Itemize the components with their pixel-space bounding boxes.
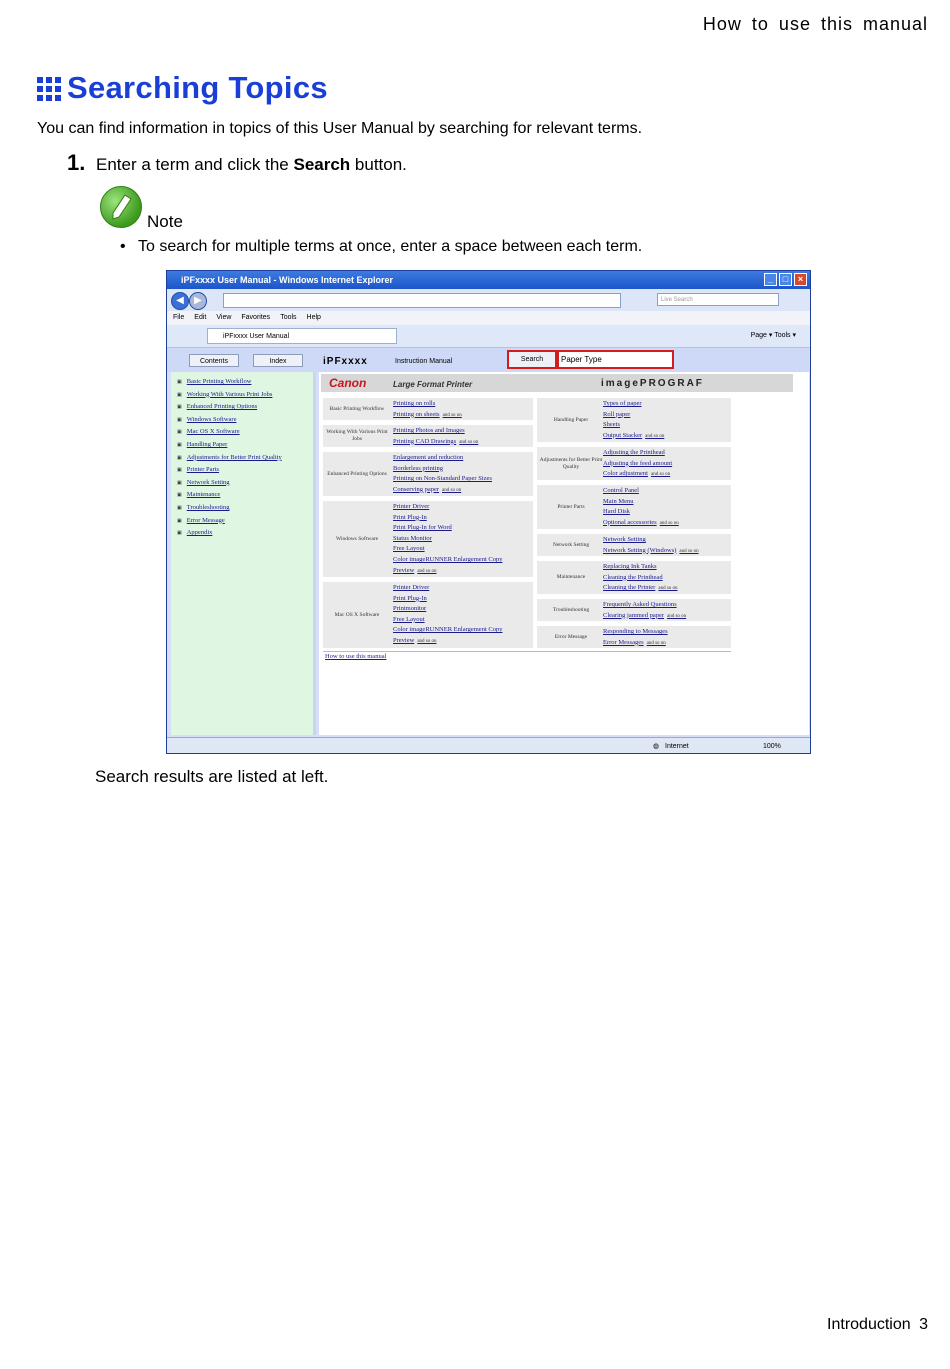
category-block xyxy=(537,626,731,648)
topic-link[interactable]: Responding to Messages xyxy=(603,628,668,635)
topic-link[interactable] xyxy=(393,637,502,648)
zoom-level[interactable]: 100% xyxy=(763,743,781,750)
topic-link[interactable] xyxy=(603,639,668,650)
section-heading xyxy=(37,70,328,106)
topic-link[interactable] xyxy=(603,584,678,595)
topic-link[interactable] xyxy=(393,567,502,578)
how-to-link[interactable]: How to use this manual xyxy=(325,653,387,660)
menu-edit[interactable]: Edit xyxy=(194,314,207,321)
sidebar-item[interactable]: ▣ Adjustments for Better Print Quality xyxy=(171,454,313,467)
category-label: Handling Paper xyxy=(553,416,589,423)
topic-link[interactable] xyxy=(393,486,492,497)
topic-link[interactable]: Printmonitor xyxy=(393,605,427,613)
topic-link[interactable]: Hard Disk xyxy=(603,508,630,516)
category-block xyxy=(323,398,533,420)
and-so-on: and so on xyxy=(658,586,678,592)
topic-link[interactable]: Printing on Non-Standard Paper Sizes xyxy=(393,475,492,483)
topic-link[interactable]: Adjusting the feed amount xyxy=(603,459,673,467)
sidebar-item[interactable]: ▣ Error Message xyxy=(171,517,313,530)
and-so-on: and so on xyxy=(442,487,462,493)
sidebar-item[interactable]: ▣ Enhanced Printing Options xyxy=(171,403,313,416)
category-block xyxy=(537,561,731,594)
topic-link[interactable] xyxy=(603,470,672,481)
and-so-on: and so on xyxy=(659,520,679,526)
menu-file[interactable]: File xyxy=(173,314,185,321)
category-label: Enhanced Printing Options xyxy=(327,470,387,477)
and-so-on: and so on xyxy=(650,472,671,478)
and-so-on: and so on xyxy=(667,613,687,619)
step-number: 1. xyxy=(67,150,86,175)
topic-link-text[interactable]: Cleaning the Printer xyxy=(603,584,656,592)
topic-link[interactable]: Printing Photos and Images xyxy=(393,427,465,434)
category-block xyxy=(537,447,731,480)
topic-link-text[interactable]: Error Messages xyxy=(603,638,644,646)
category-block xyxy=(323,452,533,496)
minimize-icon[interactable]: _ xyxy=(764,273,777,286)
results-text: Search results are listed at left. xyxy=(95,767,329,786)
and-so-on: and so on xyxy=(442,412,462,418)
address-input[interactable] xyxy=(223,293,621,308)
topic-link[interactable]: Types of paper xyxy=(603,400,642,407)
section-grid-icon xyxy=(37,77,61,101)
topic-link-text[interactable]: Printing on sheets xyxy=(393,410,440,418)
footer-section: Introduction xyxy=(827,1316,911,1333)
topic-link[interactable]: Roll paper xyxy=(603,410,631,418)
topic-link[interactable]: Adjusting the Printhead xyxy=(603,449,665,456)
menu-favorites[interactable]: Favorites xyxy=(241,314,271,321)
back-icon[interactable]: ◀ xyxy=(171,292,189,310)
step-text xyxy=(96,155,407,175)
manual-label: Instruction Manual xyxy=(395,358,453,365)
index-button[interactable]: Index xyxy=(253,354,303,367)
topic-link[interactable]: Network Setting xyxy=(603,536,646,543)
category-label: Printer Parts xyxy=(557,503,585,510)
topic-link[interactable]: Control Panel xyxy=(603,487,639,494)
sidebar-item[interactable]: ▣ Basic Printing Workflow xyxy=(171,378,313,391)
note-bullet: To search for multiple terms at once, enter a space between each term. xyxy=(138,238,643,255)
category-label: Windows Software xyxy=(335,535,379,542)
brand-bar xyxy=(321,374,793,392)
and-so-on: and so on xyxy=(459,439,479,445)
search-button[interactable]: Search xyxy=(507,350,557,369)
window-title: iPFxxxx User Manual - Windows Internet Explorer xyxy=(181,275,393,285)
menu-view[interactable]: View xyxy=(216,314,232,321)
topic-link-text[interactable]: Clearing jammed paper xyxy=(603,611,665,619)
running-header: How to use this manual xyxy=(702,14,928,34)
note-label: Note xyxy=(147,212,183,231)
category-label: Working With Various Print Jobs xyxy=(326,429,388,442)
category-label: Maintenance xyxy=(556,574,586,580)
divider xyxy=(323,651,731,652)
and-so-on: and so on xyxy=(679,548,699,554)
topic-link[interactable]: Print Plug-In for Word xyxy=(393,524,452,532)
page-title: Searching Topics xyxy=(67,70,328,105)
imageprograf-logo: imagePROGRAF xyxy=(601,378,704,389)
topic-link[interactable] xyxy=(393,411,462,422)
sidebar-item[interactable]: ▣ Appendix xyxy=(171,529,313,542)
sidebar-item[interactable]: ▣ Working With Various Print Jobs xyxy=(171,391,313,404)
category-label: Basic Printing Workflow xyxy=(329,405,385,412)
topic-link[interactable]: Print Plug-In xyxy=(393,594,427,602)
topic-link-text[interactable]: Conserving paper xyxy=(393,485,440,493)
topic-link[interactable] xyxy=(603,612,686,623)
tab-tools[interactable]: Page ▾ Tools ▾ xyxy=(750,332,796,339)
intro-text: You can find information in topics of this User Manual by searching for relevant terms. xyxy=(37,120,643,137)
sidebar-item[interactable]: ▣ Handling Paper xyxy=(171,441,313,454)
browser-tab[interactable]: iPFxxxx User Manual xyxy=(207,328,397,344)
window-titlebar xyxy=(167,271,810,289)
sidebar-item[interactable]: ▣ Printer Parts xyxy=(171,466,313,479)
and-so-on: and so on xyxy=(417,638,437,644)
topic-link-text[interactable]: Color adjustment xyxy=(603,470,648,478)
topic-link[interactable]: Frequently Asked Questions xyxy=(603,601,677,608)
category-block xyxy=(323,425,533,447)
topic-link[interactable]: Borderless printing xyxy=(393,464,444,472)
and-so-on: and so on xyxy=(646,640,666,646)
maximize-icon[interactable]: □ xyxy=(779,273,792,286)
topic-link[interactable]: Free Layout xyxy=(393,615,425,623)
brand-subtitle: Large Format Printer xyxy=(393,380,473,389)
category-block xyxy=(537,599,731,621)
topic-link[interactable]: Main Menu xyxy=(603,497,634,505)
status-zone: Internet xyxy=(665,743,689,750)
manual-toolbar xyxy=(167,348,810,372)
topic-link[interactable]: Printing on rolls xyxy=(393,400,436,407)
tab-bar xyxy=(167,325,810,348)
step-text-before: Enter a term and click the xyxy=(96,155,294,174)
topic-link[interactable] xyxy=(393,438,478,449)
browser-screenshot xyxy=(166,270,811,754)
topic-link[interactable]: Replacing Ink Tanks xyxy=(603,563,657,570)
category-block xyxy=(537,534,731,556)
sidebar-item[interactable]: ▣ Maintenance xyxy=(171,491,313,504)
topic-link-text[interactable]: Preview xyxy=(393,566,415,574)
menu-help[interactable]: Help xyxy=(306,314,321,321)
topic-link-text[interactable]: Preview xyxy=(393,636,415,644)
category-label: Troubleshooting xyxy=(552,606,590,613)
category-block xyxy=(537,398,731,442)
sidebar-item[interactable]: ▣ Network Setting xyxy=(171,479,313,492)
topic-link-text[interactable]: Printing CAD Drawings xyxy=(393,437,457,445)
category-block xyxy=(323,582,533,648)
step-text-bold: Search xyxy=(293,155,351,174)
step-text-after: button. xyxy=(350,155,407,174)
topic-link[interactable]: Status Monitor xyxy=(393,534,432,542)
topic-link[interactable]: Sheets xyxy=(603,421,620,429)
category-label: Adjustments for Better Print Quality xyxy=(539,456,603,470)
status-bar xyxy=(167,737,810,754)
menu-tools[interactable]: Tools xyxy=(280,314,297,321)
category-label: Error Message xyxy=(554,633,588,640)
page-number: 3 xyxy=(919,1316,928,1333)
category-label: Network Setting xyxy=(552,541,590,548)
globe-icon: ◍ xyxy=(653,743,660,750)
category-block xyxy=(537,485,731,529)
category-label: Mac OS X Software xyxy=(334,611,380,618)
forward-icon[interactable]: ▶ xyxy=(189,292,207,310)
page-footer xyxy=(827,1316,928,1334)
topic-link[interactable]: Print Plug-In xyxy=(393,513,427,521)
topic-link[interactable]: Printer Driver xyxy=(393,503,430,510)
address-bar-row xyxy=(167,289,810,311)
category-block xyxy=(323,501,533,577)
and-so-on: and so on xyxy=(645,433,665,439)
search-input[interactable]: Paper Type xyxy=(557,350,674,369)
topic-link[interactable] xyxy=(603,547,699,558)
product-name: iPFxxxx xyxy=(323,356,368,367)
live-search-input[interactable]: Live Search xyxy=(657,293,779,306)
toc-sidebar xyxy=(171,372,316,735)
bullet-dot: • xyxy=(120,238,126,255)
topic-link-text[interactable]: Output Stacker xyxy=(603,431,643,439)
topic-link[interactable]: Free Layout xyxy=(393,545,425,553)
contents-button[interactable]: Contents xyxy=(189,354,239,367)
note-pencil-icon xyxy=(100,186,142,228)
topic-link-text[interactable]: Network Setting (Windows) xyxy=(603,546,677,554)
topic-link[interactable]: Color imageRUNNER Enlargement Copy xyxy=(393,555,503,563)
canon-logo: Canon xyxy=(329,376,367,390)
and-so-on: and so on xyxy=(417,568,437,574)
topic-link-text[interactable]: Optional accessories xyxy=(603,518,657,526)
sidebar-item[interactable]: ▣ Troubleshooting xyxy=(171,504,313,517)
topic-link[interactable]: Color imageRUNNER Enlargement Copy xyxy=(393,626,503,634)
sidebar-item[interactable]: ▣ Windows Software xyxy=(171,416,313,429)
close-icon[interactable]: × xyxy=(794,273,807,286)
topic-link[interactable]: Enlargement and reduction xyxy=(393,454,464,461)
topic-link[interactable]: Printer Driver xyxy=(393,584,430,591)
menu-bar xyxy=(167,311,810,325)
sidebar-item[interactable]: ▣ Mac OS X Software xyxy=(171,428,313,441)
window-controls xyxy=(764,273,807,286)
topic-link[interactable] xyxy=(603,519,679,530)
topic-link[interactable]: Cleaning the Printhead xyxy=(603,573,663,581)
manual-content xyxy=(319,372,809,735)
topic-link[interactable] xyxy=(603,432,664,443)
